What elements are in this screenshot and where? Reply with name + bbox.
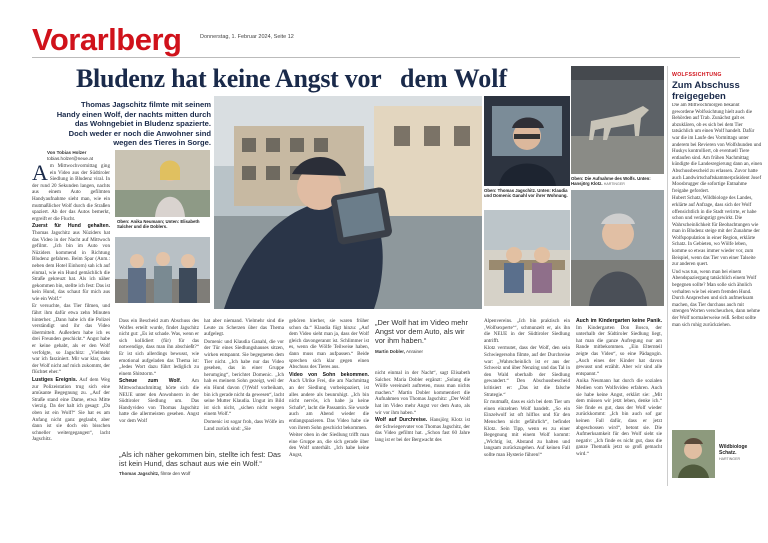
headline-left: Bludenz hat keine Angst vor	[76, 64, 382, 93]
col1-p4: Auf dem Weg zur Polizeistation trug sich eine amüsante Begegnung zu. „Auf der Straße stand eine Dame, etwa Mitte vierzig. Da der halt ich gesagt: „Da oben ist ein Wolf!“ Sie hat es am Anfang nicht ganz geglaubt, aber dann ist sie doch ein bisschen schneller weitergegangen“, lacht Jagschitz.	[32, 377, 110, 443]
col4-subhead-1: Video von Sohn bekommen.	[289, 371, 369, 378]
byline	[47, 150, 93, 161]
byline-name: Von Tobias Holzer	[47, 150, 87, 155]
col3-p2: Domenic und Klaudia Ganahl, die vor der Tür eines Siedlungshauses sitzen, wirken entspannt. Sie begegneten dem Tier nicht. „Ich habe nur das Video gesehen, das in einer Gruppe herumging“, berichtet Domenic. „Ich hab es meinem Sohn gezeigt, weil der ein Hund davon (?)Wolf vorbeikam, bin ich gerade nicht da gewesen“, lacht seine Mutter Klaudia. Ungut im Bild ist sich nicht, „sichen nicht wegen einem Wolf.“	[204, 338, 284, 418]
caption-wolf	[571, 176, 663, 188]
pullquote-middle-name: Martin Dobler,	[375, 349, 406, 354]
pullquote-left-source	[119, 471, 285, 476]
col7-p1: Im Kindergarten Don Bosco, der unterhalb der Südtiroler Siedlung liegt, hat man die ganze Aufregung nur am Rande mitbekommen. „Ein Elternteil zeigte das Video“, so eine Pädagogin. „Auch eines der Kinder hat davon gewusst und erzählt. Aber wir sind alle entspannt.“	[576, 324, 662, 377]
col2-p1: Dass ein Bescheid zum Abschuss des Wolfes erteilt wurde, findet Jagschitz nicht gut: „Es ist schade. Was, wenn er sich kollidiert (für) für das notwendige, dass man ihn abschießt?“ Er ist sich allerdings bewusst, wie emotional aufgeladen das Thema ist: „Jedes Wort dazu führt lediglich zu einem Shitstorm.“	[119, 318, 199, 377]
col6-p1: Alpenvereins. „Ich bin praktisch ein ‚Wolfsexperte‘“, schmunzelt er, als ihn die NEUE in der Südtiroler Siedlung antrifft.	[484, 318, 570, 344]
pullquote-middle-source	[375, 349, 470, 354]
col3-p3: Domenic ist sogar froh, dass Wölfe im Land zurück sind: „Sie	[204, 418, 284, 432]
pullquote-middle	[375, 318, 470, 354]
hero-photo-image	[214, 96, 482, 309]
photo-hubert-schatz	[672, 430, 715, 478]
hero-photo	[214, 96, 482, 309]
body-column-6	[484, 318, 570, 485]
header-rule	[32, 57, 740, 58]
photo-salcher-doblers	[115, 237, 210, 303]
caption-thomas-ganahl	[484, 188, 569, 199]
col1-subhead-2: Lustiges Ereignis.	[32, 377, 78, 383]
caption-schatz-credit: HARTINGER	[719, 457, 741, 461]
col4-p2: Auch Ulrike Frei, die am Nachmittag an der Siedlung vorbeispaziert, ist alles andere als beunruhigt. „Ich bin nicht nervös, ich habe ja keine Schafe“, lacht die Passantin. Sie wurde auch am Abend wieder die entlangspazieren. Das Video habe sie von ihrem Sohn geschickt bekommen.	[289, 378, 369, 431]
headline	[76, 64, 381, 94]
col3-p1: hat aber niemand. Vielmehr sind die Leute zu Scherzen über das Thema aufgelegt.	[204, 318, 284, 338]
col5-subhead-1: Wolf auf Durchreise.	[375, 417, 428, 424]
body-column-1	[32, 163, 110, 485]
photo-anika-image	[115, 150, 210, 217]
pullquote-left-name: Thomas Jagschitz,	[119, 471, 160, 476]
col2-subhead-1: Scheue zum Wolf.	[119, 378, 182, 385]
sidebar-headline: Zum Abschuss freigegeben	[672, 80, 740, 102]
body-column-2	[119, 318, 199, 444]
headline-right: dem Wolf	[400, 64, 508, 93]
col1-intro: m Mittwochvormittag ging ein Video aus der Südtiroler Siedlung in Bludenz viral. In der rund 20 Sekunden langen, nachts aus einem Auto gefilmten Handyaufnahme sieht man, wie ein mutmaßlicher Wolf durch die Straßen spaziert. Ab der das Autos bemerkt, ergreift er die Flucht.	[32, 163, 110, 222]
photo-ganahl-image	[484, 210, 570, 306]
sidebar-divider	[667, 66, 668, 486]
col1-p2: Thomas Jagschitz aus Nüziders hat das Video in der Nacht auf Mittwoch gefilmt. „Ich bin im Auto von Nüziders kommend in Richtung Bludenz gefahren. Beim Spar (Anm.: neben dem Hotel Einhorn) sah ich auf einmal, wie ein Hund gemächlich die Straße gekreuzt hat. Als ich näher gekommen bin, stellte ich fest: Das ist kein Hund, das schaut für mich aus wie ein Wolf.“	[32, 229, 110, 302]
caption-left-photos	[117, 219, 209, 230]
photo-schatz-image	[672, 430, 715, 478]
photo-hansjoerg-klotz	[571, 190, 664, 306]
sidebar-kicker: WOLFSSICHTUNG	[672, 72, 722, 78]
col4-p3: Weiter oben in der Siedlung trifft man eine Gruppe an, die sich gerade über den Wolf unterhält. „Ich habe keine Angst,	[289, 432, 369, 458]
caption-schatz	[719, 444, 763, 462]
col5-p1: nicht einmal in der Nacht“, sagt Elisabeth Salcher. Maria Dobler ergänzt: „Solang die Wölfe vereinzelt auftreten, muss man nichts machen.“ Martin Dobler kommentiert die Aufnahmen von Thomas Jagschitz: „Der Wolf hat im Video mehr Angst vor dem Auto, als wir vor ihm haben.“	[375, 370, 470, 416]
caption-wolf-text: Oben: Die Aufnahme des Wolfs. Unten: Hansjörg Klotz.	[571, 176, 651, 187]
sidebar-body	[672, 103, 762, 428]
caption-left-text: Oben: Anika Neumann; Unten: Elisabeth Salcher und die Doblers.	[117, 219, 200, 230]
photo-thomas-jagschitz	[484, 96, 570, 186]
pullquote-middle-role: Anrainer	[406, 349, 424, 354]
col1-p3: Er versuchte, das Tier filmen, und fährt ihm dafür etwa zehn Minuten hinterher. „Dann habe ich die Polizei verständigt und ihr das Video übermittelt. Außerdem habe ich es drei Freunden geschickt.“ Angst habe er keine gehabt, als er den Wolf verfolgte, so Jagschitz: „Vielmehr war ich fasziniert. Mir war klar, dass der Wolf nicht auf mich zukommt, der flüchtet eher.“	[32, 303, 110, 376]
col6-p2: Klotz vermutet, dass der Wolf, den sein Schwiegersohn filmte, auf der Durchreise war: „Wahrscheinlich ist er aus der Schweiz und über Nenzing und das Tal in den Wald oberhalb der Siedlung gewandert.“ Den Abschussbescheid kritisiert er: „Das ist die falsche Strategie.“	[484, 345, 570, 398]
caption-thomas-text: Oben: Thomas Jagschitz. Unten: Klaudia und Domenic Ganahl vor ihrer Wohnung.	[484, 188, 568, 199]
body-column-3	[204, 318, 284, 444]
photo-klotz-image	[571, 190, 664, 306]
body-column-5	[375, 370, 470, 485]
col6-p3: Er mutmaßt, dass es sich bei dem Tier um einen einzelnen Wolf handelt. „So ein Einzelwolf ist oft hilflos und für den Menschen nicht gefährlich“, befindet Klotz. Sein Tipp, wenn es zu einer Begegnung mit einem Wolf kommt: „Wichtig ist, Abstand zu halten und langsam zurückzugehen. Auf keinen Fall sollte man Hysterie führen!“	[484, 399, 570, 458]
col7-subhead-1: Auch im Kindergarten keine Panik.	[576, 318, 662, 324]
pullquote-middle-text: „Der Wolf hat im Video mehr Angst vor dem Auto, als wir vor ihm haben.“	[375, 318, 468, 345]
body-column-4	[289, 318, 369, 485]
pullquote-left-text: „Als ich näher gekommen bin, stellte ich fest: Das ist kein Hund, das schaut aus wie ein Wolf.“	[119, 450, 281, 468]
col7-p2: Anika Neumann hat durch die sozialen Medien vom Wolfsvideo erfahren. Auch sie habe keine Angst, erklärt sie: „Mit dem müssen wir jetzt leben, denke ich.“ Sie finde es gut, dass der Wolf wieder zurückkommt: „Ich bin auch sof gar keinen Fall dafür, dass er jetzt abgeschossen wird“, betont sie. Die Aufmerksamkeit für den Wolf sieht sie negativ: „Ich finde es nicht gut, dass die ganze Thematik jetzt so groß gemacht wird.“	[576, 378, 662, 457]
sidebar-p1: Die am Mittwochmorgen bekannt gewordene Wolfssichtung hielt auch die Behörden auf Trab. Zunächst galt es abzuklären, ob es sich bei dem Tier tatsächlich um einen Wolf handelt. Dafür war die im Laufe des Vormittags unter anderem bei Revieren von Wolfshunden und Huskys kontrolliert, ob eventuell Tiere entlaufen sind. Am frühen Nachmittag kündigte die Landesregierung dann an, einen Abschussbescheid zu erlassen. Zuvor hatte auch Landwirtschaftskammerpräsident Josef Moosbrugger die sofortige Entnahme freigabe gefordert.	[672, 103, 762, 194]
col1-subhead-1: Zuerst für Hund gehalten.	[32, 223, 110, 230]
dropcap: A	[32, 163, 48, 185]
pullquote-left-role: filmte den Wolf	[160, 471, 191, 476]
photo-anika-neumann	[115, 150, 210, 217]
photo-ganahl	[484, 210, 570, 306]
masthead: Vorarlberg	[32, 22, 182, 57]
photo-salcher-doblers-image	[115, 237, 210, 303]
pullquote-left	[119, 450, 285, 476]
sidebar-p3: Und was tun, wenn man bei einem Abendspaziergang tatsächlich einem Wolf begegnen sollte? Man solle sich ähnlich verhalten wie bei einem fremden Hund. Durch Ansprechen und sich aufmerksam machen, das Tier durchaus auch mit strengen Worten verscheuchen, dann nehme der Wolf normalerweise reiß. Selbst sollte man sich ruhig zurückziehen.	[672, 269, 760, 328]
photo-wolf-image	[571, 66, 664, 174]
caption-wolf-credit: HARTINGER	[603, 182, 625, 187]
body-column-7	[576, 318, 662, 485]
col4-p1: gehören hierher, sie waren früher schon da.“ Klaudia fügt hinzu: „Auf dem Video sieht man ja, dass der Wolf gleich davongerannt ist. Schlimmer ist es, wenn die Wölfe Teilweise haben, dann muss man aufpassen.“ Beide sprechen sich klar gegen einen Abschuss des Tieres aus.	[289, 318, 369, 371]
col2-p2: Am Mittwochnachmittag hörte sich die NEUE unter den Anwohnern in der Südtiroler Siedlung um. Das Handyvideo von Thomas Jagschitz hatte die allermeisten gesehen. Angst vor dem Wolf	[119, 378, 199, 424]
photo-thomas-image	[484, 96, 570, 186]
lead-text: Thomas Jagschitz filmte mit seinem Handy einen Wolf, der nachts mitten durch das Wohngebiet in Bludenz spazierte. Doch weder er noch die Anwohner sind wegen des Tieres in Sorge.	[56, 100, 211, 147]
sidebar-p2: Hubert Schatz, Wildbiologe des Landes, erklärte auf Anfrage, dass sich der Wolf offensichtlich in die Stadt verirrte, er habe schon und verängstigt gewirkt. Die Wahrscheinlichkeit für Beobachtungen wie man in Bludenz steige mit der Zunahme der Wolfspopulation in einer Region, erklärte Schatz. In Gebieten, wo Wölfe leben, komme so etwas immer wieder vor, zum Beispiel, wenn das Tier von einer Talseite zur anderen quert.	[672, 196, 760, 268]
caption-schatz-text: Wildbiologe Schatz.	[719, 444, 748, 456]
byline-email: tobias.holzer@neue.at	[47, 155, 94, 161]
col5-p2: Hansjörg Klotz ist der Schwiegervater von Thomas Jagschitz, der das Video gefilmt hat. „Schon fast 60 Jahre lang ist er bei der Bergwacht des	[375, 417, 470, 443]
dateline: Donnerstag, 1. Februar 2024, Seite 12	[200, 34, 294, 40]
photo-wolf-video	[571, 66, 664, 174]
